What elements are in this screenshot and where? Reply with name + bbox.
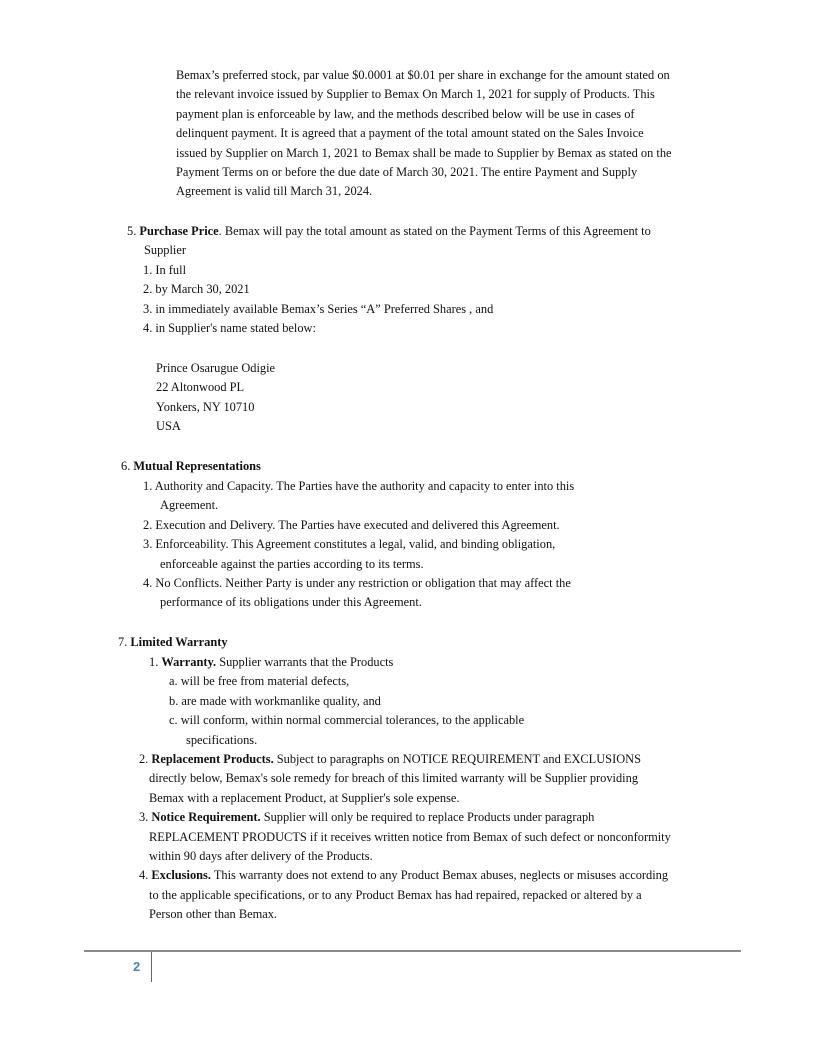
list-item: 1. In full <box>143 263 187 277</box>
address-name: Prince Osarugue Odigie <box>156 361 276 375</box>
text-line: Payment Terms on or before the due date of March 30, 2021. The entire Payment and Supply <box>176 165 638 180</box>
exclusions-item <box>139 866 739 885</box>
list-item: 2. Execution and Delivery. The Parties have executed and delivered this Agreement. <box>143 517 560 532</box>
warranty-list <box>139 653 739 925</box>
list-item-cont: Agreement. <box>160 498 219 513</box>
representations-list <box>143 477 574 613</box>
item-cont: to the applicable specifications, or to any Product Bemax has had repaired, repacked or altered by a <box>149 887 642 902</box>
list-item: 3. Enforceability. This Agreement constitutes a legal, valid, and binding obligation, <box>143 537 556 552</box>
item-cont: within 90 days after delivery of the Products. <box>149 849 373 864</box>
item-cont: Person other than Bemax. <box>149 907 278 922</box>
item-text: Subject to paragraphs on NOTICE REQUIREMENT and EXCLUSIONS <box>273 752 641 767</box>
item-cont: REPLACEMENT PRODUCTS if it receives written notice from Bemax of such defect or nonconformity <box>149 829 671 844</box>
text-line: payment plan is enforceable by law, and the methods described below will be use in cases of <box>176 106 635 121</box>
section-7-heading <box>118 633 228 652</box>
supplier-address <box>156 359 275 437</box>
section-text-cont: Supplier <box>144 243 186 258</box>
sub-item: c. will conform, within normal commercial tolerances, to the applicable <box>169 713 525 728</box>
section-number: 7. <box>118 635 128 649</box>
section-text: . Bemax will pay the total amount as stated on the Payment Terms of this Agreement to <box>218 224 651 238</box>
footer-divider <box>151 952 152 982</box>
item-number: 2. <box>139 752 152 767</box>
replacement-item <box>139 750 739 769</box>
text-line: Agreement is valid till March 31, 2024. <box>176 184 373 199</box>
section-6-heading <box>121 457 261 476</box>
item-number: 4. <box>139 868 152 883</box>
notice-item <box>139 808 739 827</box>
page-number: 2 <box>133 959 141 974</box>
item-label: Notice Requirement. <box>151 810 261 825</box>
section-title: Mutual Representations <box>133 459 261 473</box>
sub-item: b. are made with workmanlike quality, and <box>169 693 381 708</box>
address-street: 22 Altonwood PL <box>156 380 245 395</box>
list-item: 3. in immediately available Bemax’s Series “A” Preferred Shares , and <box>143 301 494 316</box>
list-item: 1. Authority and Capacity. The Parties have the authority and capacity to enter into this <box>143 479 575 493</box>
list-item: 4. No Conflicts. Neither Party is under any restriction or obligation that may affect the <box>143 576 571 591</box>
item-cont: directly below, Bemax's sole remedy for breach of this limited warranty will be Supplier providing <box>149 771 639 786</box>
sub-item-cont: specifications. <box>186 732 258 747</box>
address-city: Yonkers, NY 10710 <box>156 399 255 414</box>
text-line: Bemax’s preferred stock, par value $0.0001 at $0.01 per share in exchange for the amount stated on <box>176 68 670 82</box>
list-item: 2. by March 30, 2021 <box>143 282 250 297</box>
address-country: USA <box>156 419 181 434</box>
section-title: Limited Warranty <box>130 635 228 649</box>
payment-list <box>143 261 493 339</box>
section-title: Purchase Price <box>139 224 219 238</box>
text-line: delinquent payment. It is agreed that a payment of the total amount stated on the Sales Invoice <box>176 126 644 141</box>
section-5-purchase-price <box>127 222 727 261</box>
section-number: 5. <box>127 224 137 238</box>
warranty-item <box>139 653 739 672</box>
text-line: issued by Supplier on March 1, 2021 to Bemax shall be made to Supplier by Bemax as stated on the <box>176 145 672 160</box>
item-label: Exclusions. <box>151 868 211 883</box>
list-item-cont: performance of its obligations under this Agreement. <box>160 595 422 610</box>
item-text: Supplier warrants that the Products <box>216 655 394 669</box>
item-label: Warranty. <box>161 655 217 669</box>
item-cont: Bemax with a replacement Product, at Supplier's sole expense. <box>149 790 460 805</box>
item-text: This warranty does not extend to any Product Bemax abuses, neglects or misuses according <box>210 868 669 883</box>
item-label: Replacement Products. <box>151 752 274 767</box>
sub-item: a. will be free from material defects, <box>169 674 350 689</box>
item-number: 1. <box>149 655 162 669</box>
item-number: 3. <box>139 810 152 825</box>
section-number: 6. <box>121 459 131 473</box>
list-item-cont: enforceable against the parties according to its terms. <box>160 556 424 571</box>
item-text: Supplier will only be required to replace Products under paragraph <box>260 810 595 825</box>
text-line: the relevant invoice issued by Supplier to Bemax On March 1, 2021 for supply of Products. This <box>176 87 655 102</box>
intro-paragraph <box>176 66 736 202</box>
list-item: 4. in Supplier's name stated below: <box>143 321 316 336</box>
footer-rule <box>84 950 741 952</box>
